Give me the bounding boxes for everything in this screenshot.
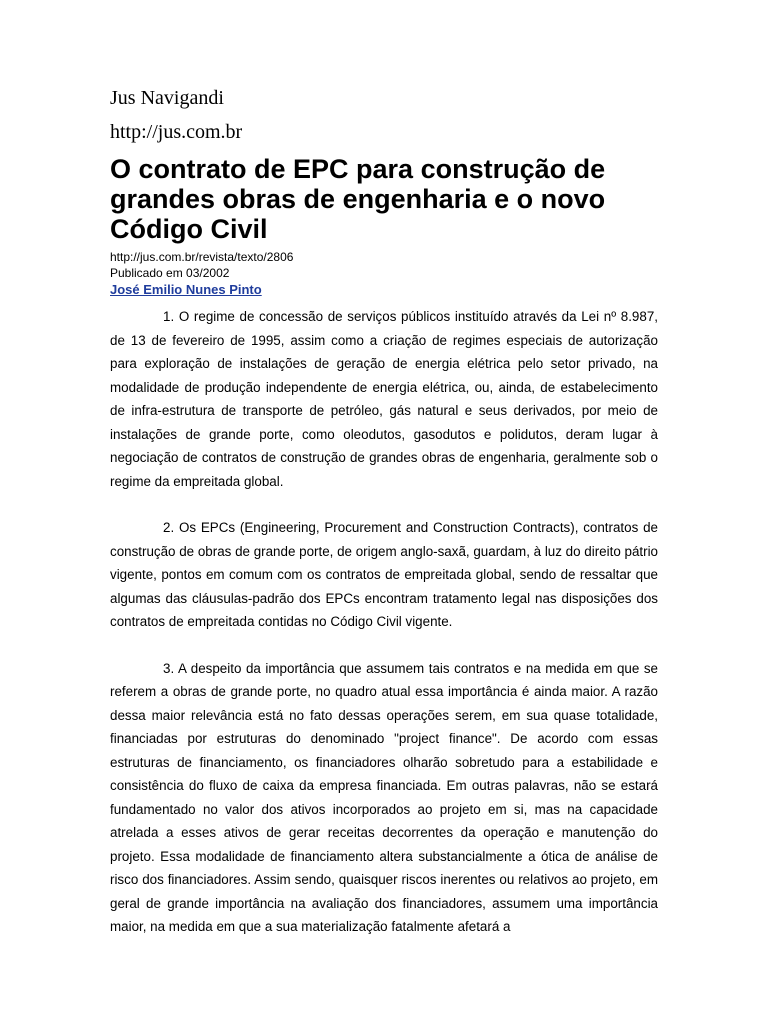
document-page [110, 84, 658, 939]
paragraph-1: 1. O regime de concessão de serviços públicos instituído através da Lei nº 8.987, de 13 de fevereiro de 1995, assim como a criação de regimes especiais de autorização para exploração de instalações de geração de energia elétrica pelo setor privado, na modalidade de produção independente de energia elétrica, ou, ainda, de estabelecimento de infra-estrutura de transporte de petróleo, gás natural e seus derivados, por meio de instalações de grande porte, como oleodutos, gasodutos e polidutos, deram lugar à negociação de contratos de construção de grandes obras de engenharia, geralmente sob o regime da empreitada global. [110, 309, 658, 489]
publication-date: Publicado em 03/2002 [110, 266, 230, 280]
paragraph-3: 3. A despeito da importância que assumem tais contratos e na medida em que se referem a obras de grande porte, no quadro atual essa importância é ainda maior. A razão dessa maior relevância está no fato dessas operações serem, em sua quase totalidade, financiadas por estruturas do denominado "project finance". De acordo com essas estruturas de financiamento, os financiadores olharão sobretudo para a estabilidade e consistência do fluxo de caixa da empresa financiada. Em outras palavras, não se estará fundamentado no valor dos ativos incorporados ao projeto em si, mas na capacidade atrelada a esses ativos de gerar receitas decorrentes da operação e manutenção do projeto. Essa modalidade de financiamento altera substancialmente a ótica de análise de risco dos financiadores. Assim sendo, quaisquer riscos inerentes ou relativos ao projeto, em geral de grande importância na avaliação dos financiadores, assumem uma importância maior, na medida em que a sua materialização fatalmente afetará a [110, 660, 658, 934]
author-link[interactable]: José Emilio Nunes Pinto [110, 282, 262, 297]
site-name: Jus Navigandi [110, 87, 224, 109]
article-url: http://jus.com.br/revista/texto/2806 [110, 250, 294, 264]
paragraph-2: 2. Os EPCs (Engineering, Procurement and Construction Contracts), contratos de construção de obras de grande porte, de origem anglo-saxã, guardam, à luz do direito pátrio vigente, pontos em comum com os contratos de empreitada global, sendo de ressaltar que algumas das cláusulas-padrão dos EPCs encontram tratamento legal nas disposições dos contratos de empreitada contidas no Código Civil vigente. [110, 520, 658, 629]
article-title: O contrato de EPC para construção de grandes obras de engenharia e o novo Código Civil [110, 154, 606, 244]
site-url: http://jus.com.br [110, 121, 243, 143]
